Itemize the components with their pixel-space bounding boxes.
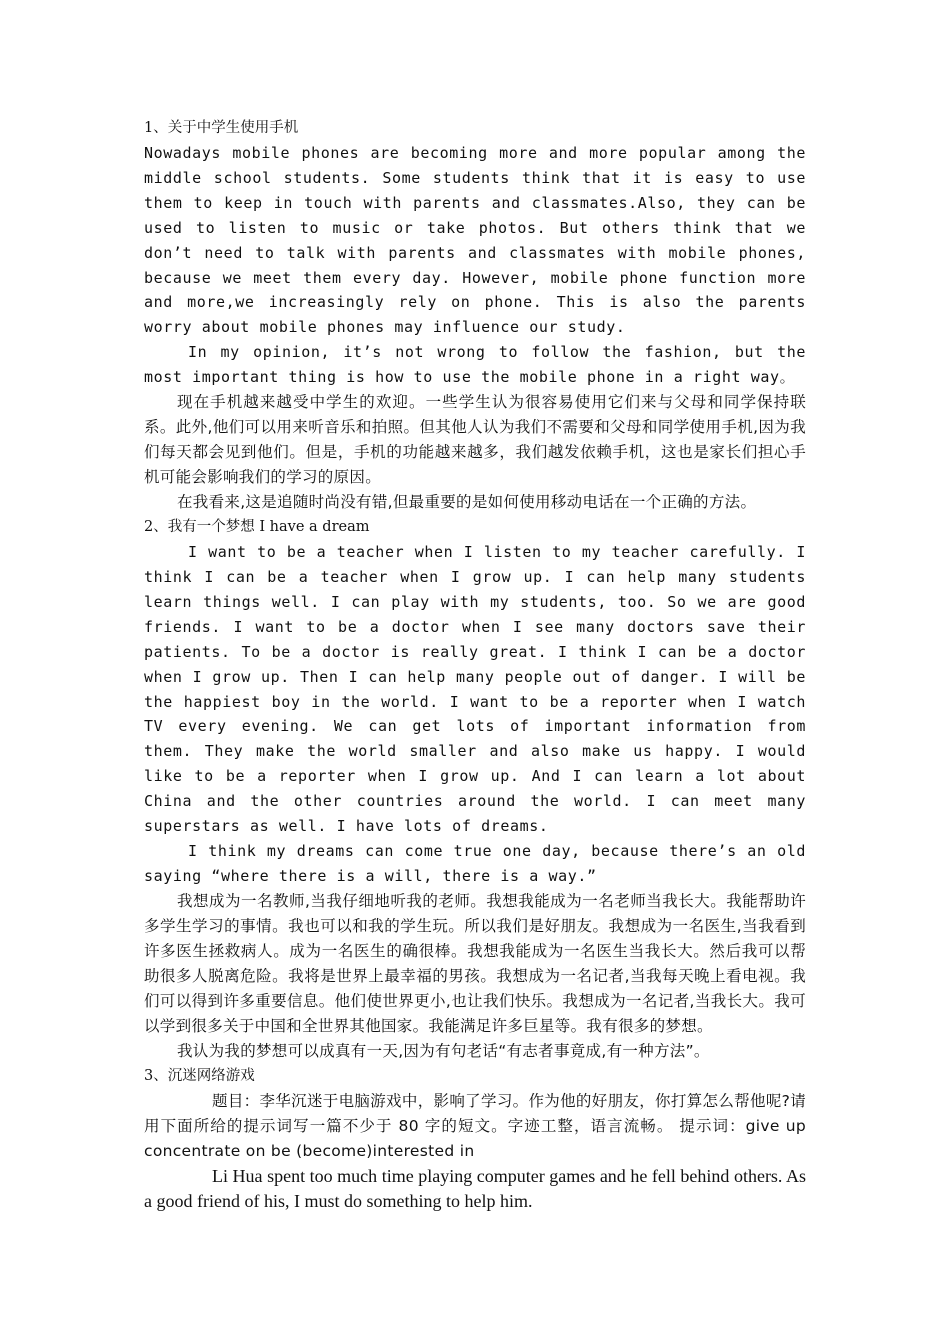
section-2-english-paragraph-2: I think my dreams can come true one day, because there’s an old saying “where there is a will, there is a way.” [144,841,806,885]
section-1-english-paragraph-1: Nowadays mobile phones are becoming more and more popular among the middle school students. Some students think that it is easy to use them to keep in touch with parents and classmates.Also, they can be used to listen to music or take photos. But others think that we don’t need to talk with parents and classmates with mobile phones, because we meet them every day. However, mobile phone function more and more,we increasingly rely on phone. This is also the parents worry about mobile phones may influence our study. [144,144,806,337]
document-content [144,116,806,1214]
section-2-chinese-paragraph-1: 我想成为一名教师,当我仔细地听我的老师。我想我能成为一名老师当我长大。我能帮助许多学生学习的事情。我也可以和我的学生玩。所以我们是好朋友。我想成为一名医生,当我看到许多医生拯救病人。成为一名医生的确很棒。我想我能成为一名医生当我长大。然后我可以帮助很多人脱离危险。我将是世界上最幸福的男孩。我想成为一名记者,当我每天晚上看电视。我们可以得到许多重要信息。他们使世界更小,也让我们快乐。我想成为一名记者,当我长大。我可以学到很多关于中国和全世界其他国家。我能满足许多巨星等。我有很多的梦想。 [144,891,806,1035]
section-1-chinese-paragraph-1: 现在手机越来越受中学生的欢迎。一些学生认为很容易使用它们来与父母和同学保持联系。此外,他们可以用来听音乐和拍照。但其他人认为我们不需要和父母和同学使用手机,因为我们每天都会见到他们。但是，手机的功能越来越多，我们越发依赖手机，这也是家长们担心手机可能会影响我们的学习的原因。 [144,393,806,487]
section-1-english-paragraph-2: In my opinion, it’s not wrong to follow the fashion, but the most important thing is how to use the mobile phone in a right way。 [144,343,806,387]
section-3-task-prompt: 题目：李华沉迷于电脑游戏中，影响了学习。作为他的好朋友，你打算怎么帮他呢?请用下面所给的提示词写一篇不少于 80 字的短文。字迹工整，语言流畅。 提示词：give up concentrate on be (become)interested in [144,1091,806,1160]
section-3-heading: 3、沉迷网络游戏 [144,1067,255,1084]
section-2-chinese-paragraph-2: 我认为我的梦想可以成真有一天,因为有句老话“有志者事竟成,有一种方法”。 [177,1041,710,1060]
section-2-english-paragraph-1: I want to be a teacher when I listen to my teacher carefully. I think I can be a teacher when I grow up. I can help many students learn things well. I can play with my students, too. So we are good friends. I want to be a doctor when I see many doctors save their patients. To be a doctor is really great. I think I can be a doctor when I grow up. Then I can help many people out of danger. I will be the happiest boy in the world. I want to be a reporter when I watch TV every evening. We can get lots of important information from them. They make the world smaller and also make us happy. I would like to be a reporter when I grow up. And I can learn a lot about China and the other countries around the world. I can meet many superstars as well. I have lots of dreams. [144,543,806,836]
section-1-heading: 1、关于中学生使用手机 [144,120,299,136]
section-2-heading: 2、我有一个梦想 I have a dream [144,519,370,536]
section-3-essay-opening: Li Hua spent too much time playing computer games and he fell behind others. As a good friend of his, I must do something to help him. [144,1165,806,1211]
section-1-chinese-paragraph-2: 在我看来,这是追随时尚没有错,但最重要的是如何使用移动电话在一个正确的方法。 [177,493,757,512]
